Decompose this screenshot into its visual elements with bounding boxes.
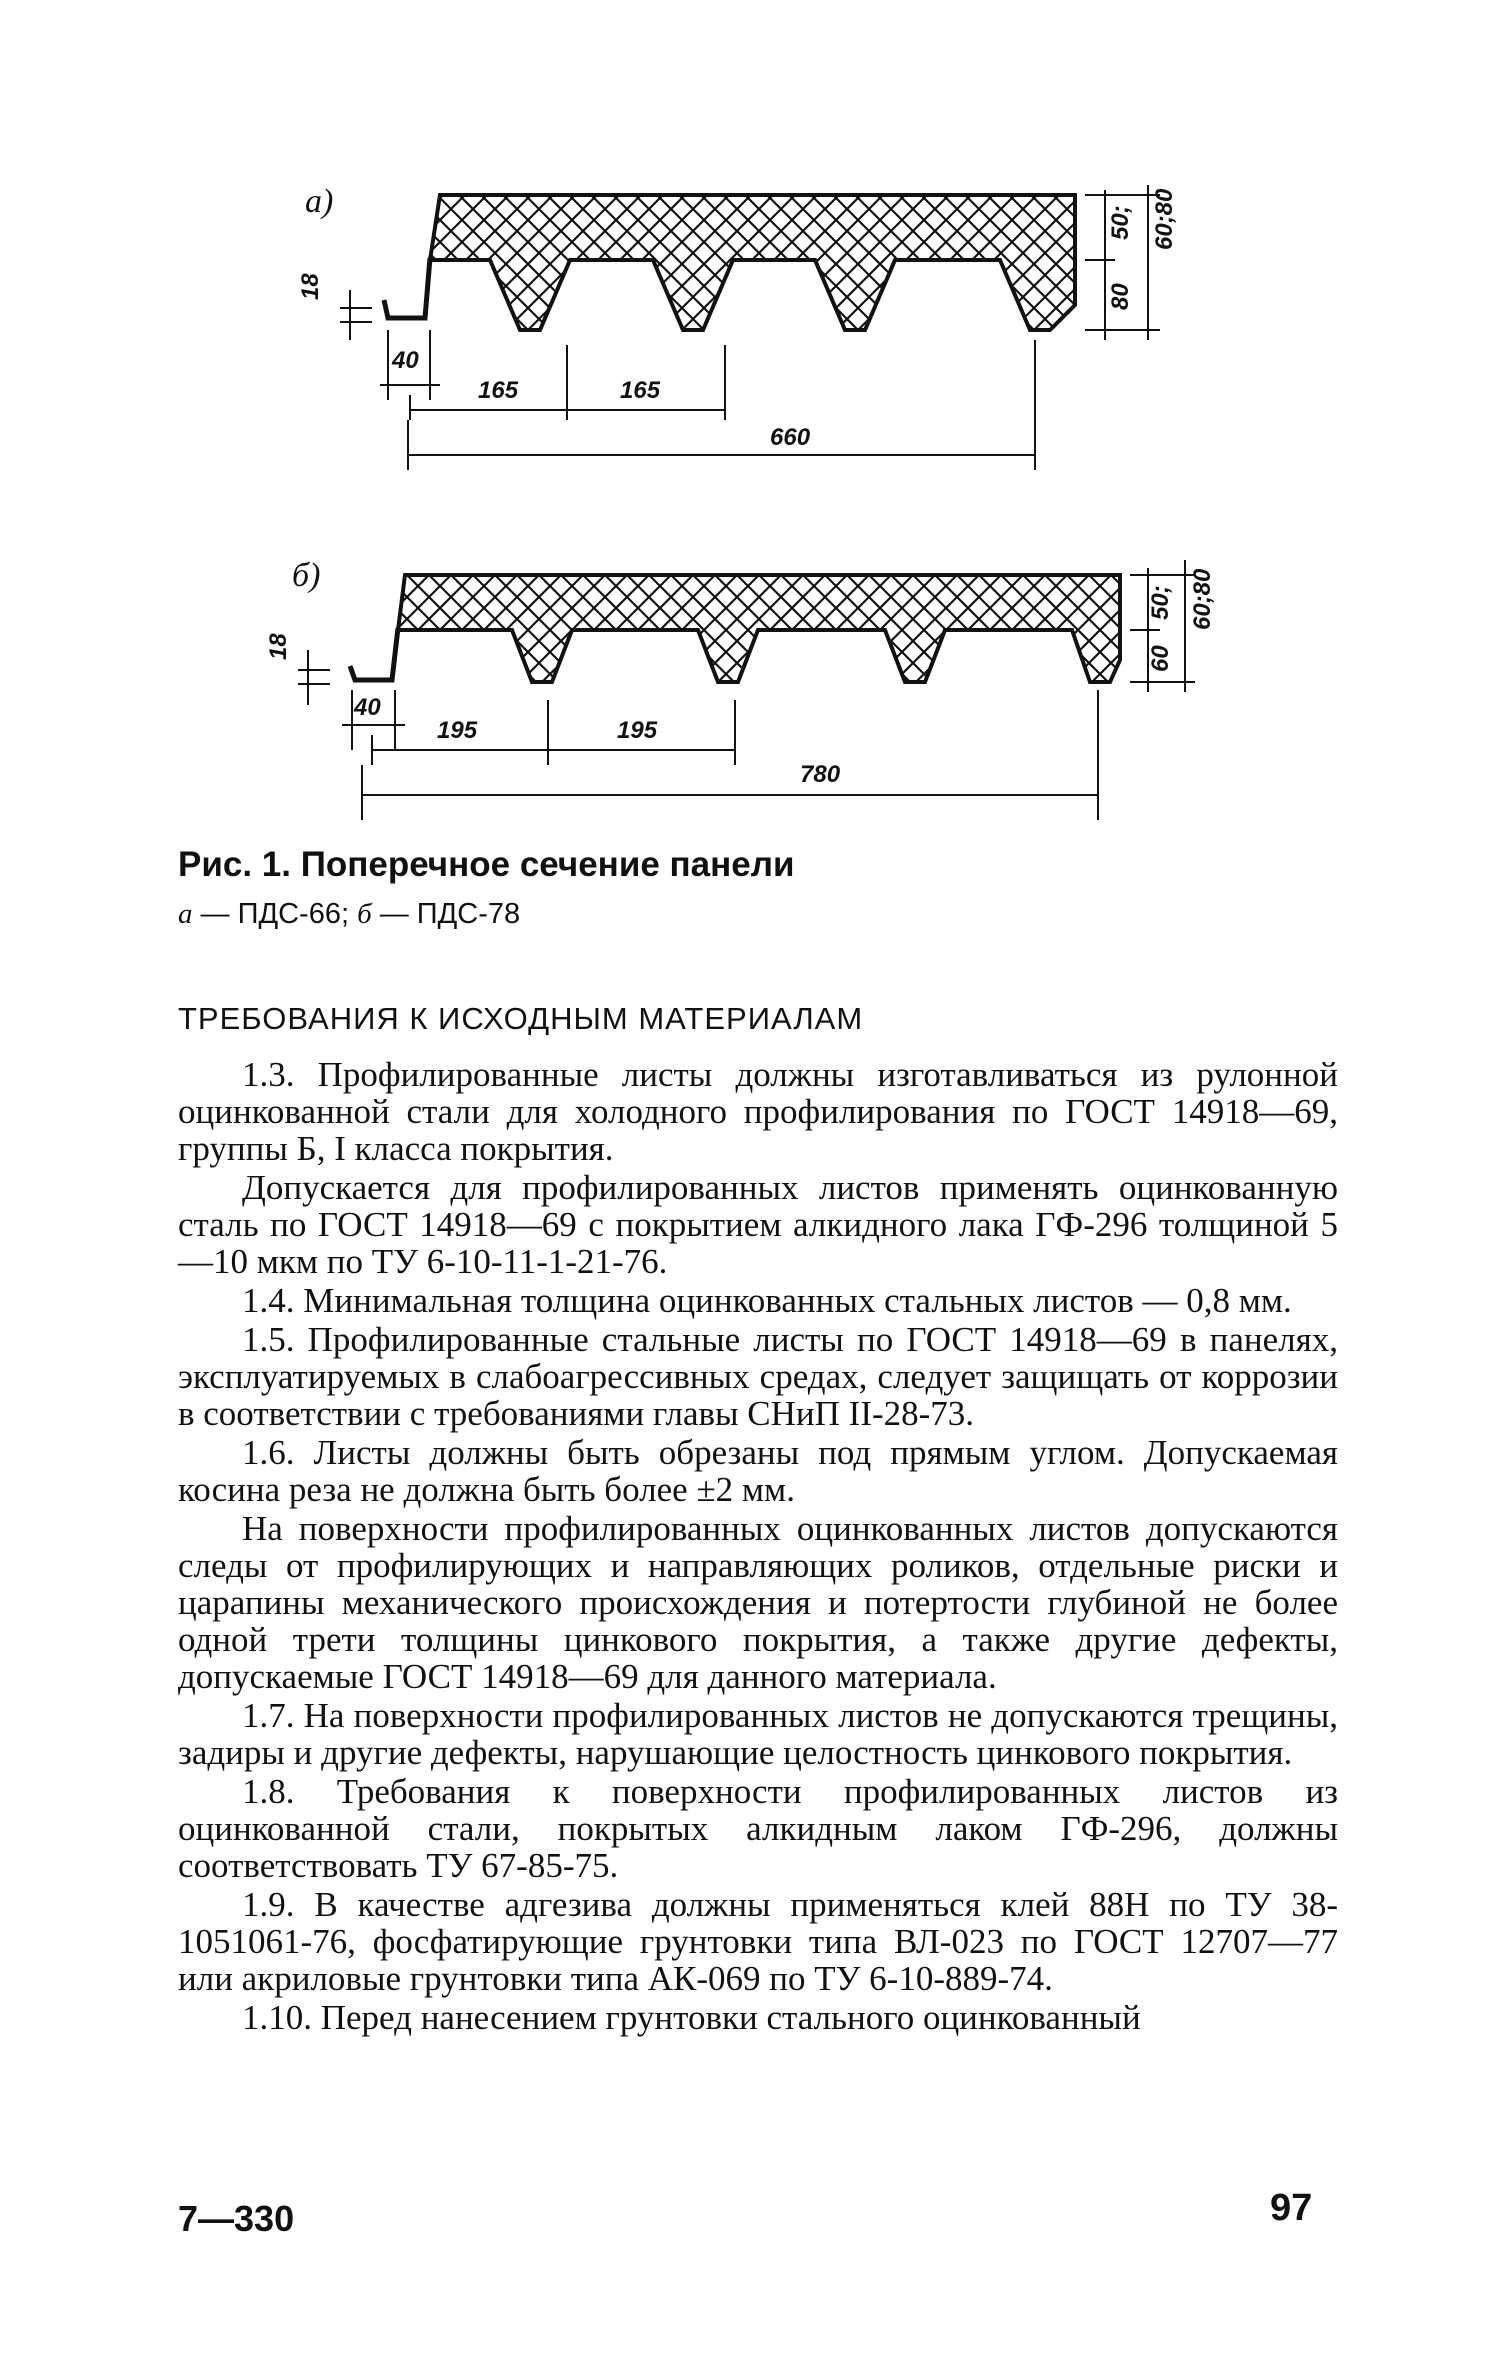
paragraph-surface-defects: На поверхности профилированных оцинкованных листов допускаются следы от профилирующих и направляющих роликов, отдельные риски и царапины механического происхождения и потертости глубиной не более одной трети толщины цинкового покрытия, а также другие дефекты, допускаемые ГОСТ 14918—69 для данного материала. <box>178 1509 1338 1696</box>
panel-a-label: а) <box>305 183 334 220</box>
panel-a-foam-top-value: 50; <box>1107 205 1134 240</box>
panel-a-thickness-dim <box>340 290 372 340</box>
paragraph-1-10: 1.10. Перед нанесением грунтовки стального оцинкованный <box>242 1998 1141 2037</box>
paragraph-1-8: 1.8. Требования к поверхности профилированных листов из оцинкованной стали, покрытых алкидным лаком ГФ-296, должны соответствовать ТУ 67-85-75. <box>178 1772 1338 1885</box>
caption-b-text: — ПДС-78 <box>371 898 521 930</box>
panel-a-pitch-2-value: 165 <box>620 377 661 404</box>
figure-panel-a <box>0 0 1500 520</box>
panel-a-pitch-1-value: 165 <box>478 377 519 404</box>
figure-caption-legend <box>178 898 520 931</box>
panel-b-pitch-dims <box>372 700 735 765</box>
panel-b-thickness-value: 18 <box>265 633 292 660</box>
page-number: 97 <box>1270 2187 1313 2229</box>
panel-a-steel-sheet <box>384 258 430 318</box>
paragraph-1-3: 1.3. Профилированные листы должны изготавливаться из рулонной оцинкованной стали для холодного профилирования по ГОСТ 14918—69, группы Б, I класса покрытия. <box>178 1055 1338 1168</box>
panel-a-overall-height-value: 60;80 <box>1151 188 1178 250</box>
signature-mark: 7—330 <box>178 2198 295 2239</box>
body-text <box>178 1056 1338 2038</box>
section-heading: ТРЕБОВАНИЯ К ИСХОДНЫМ МАТЕРИАЛАМ <box>178 1001 864 1036</box>
panel-b-pitch-2-value: 195 <box>617 717 658 744</box>
panel-a-foam-body <box>430 195 1075 330</box>
panel-b-foam-top-value: 50; <box>1147 585 1174 620</box>
panel-a-thickness-value: 18 <box>297 273 324 300</box>
panel-b-thickness-dim <box>298 650 330 705</box>
caption-a-text: — ПДС-66; <box>192 898 358 930</box>
panel-b-overall-height-value: 60;80 <box>1189 568 1216 630</box>
panel-b-label: б) <box>292 557 321 594</box>
panel-a-rib-height-value: 80 <box>1107 283 1134 310</box>
panel-b-foam-body <box>398 575 1120 682</box>
panel-b-total-value: 780 <box>800 761 841 788</box>
paragraph-1-5: 1.5. Профилированные стальные листы по ГОСТ 14918—69 в панелях, эксплуатируемых в слабоагрессивных средах, следует защищать от коррозии в соответствии с требованиями главы СНиП II-28-73. <box>178 1320 1338 1433</box>
paragraph-1-7: 1.7. На поверхности профилированных листов не допускаются трещины, задиры и другие дефекты, нарушающие целостность цинкового покрытия. <box>178 1696 1338 1772</box>
panel-b-total-dim <box>362 690 1098 820</box>
paragraph-1-6: 1.6. Листы должны быть обрезаны под прямым углом. Допускаемая косина реза не должна быть более ±2 мм. <box>178 1433 1338 1509</box>
panel-a-pitch-dims <box>410 345 725 420</box>
panel-a-flange-value: 40 <box>392 347 419 374</box>
paragraph-allowance: Допускается для профилированных листов применять оцинкованную сталь по ГОСТ 14918—69 с покрытием алкидного лака ГФ-296 толщиной 5—10 мкм по ТУ 6-10-11-1-21-76. <box>178 1168 1338 1281</box>
caption-a-letter: а <box>178 898 193 930</box>
panel-b-pitch-1-value: 195 <box>437 717 478 744</box>
paragraph-1-4: 1.4. Минимальная толщина оцинкованных стальных листов — 0,8 мм. <box>242 1281 1292 1320</box>
panel-a-total-value: 660 <box>770 424 811 451</box>
panel-b-rib-height-value: 60 <box>1147 645 1174 672</box>
panel-b-flange-value: 40 <box>354 694 381 721</box>
figure-panel-b <box>0 520 1500 840</box>
caption-b-letter: б <box>357 898 372 930</box>
panel-b-steel-sheet <box>350 628 398 680</box>
figure-caption-title: Рис. 1. Поперечное сечение панели <box>178 845 795 884</box>
panel-a-total-dim <box>408 340 1035 470</box>
paragraph-1-9: 1.9. В качестве адгезива должны применяться клей 88Н по ТУ 38-1051061-76, фосфатирующие грунтовки типа ВЛ-023 по ГОСТ 12707—77 или акриловые грунтовки типа АК-069 по ТУ 6-10-889-74. <box>178 1885 1338 1998</box>
